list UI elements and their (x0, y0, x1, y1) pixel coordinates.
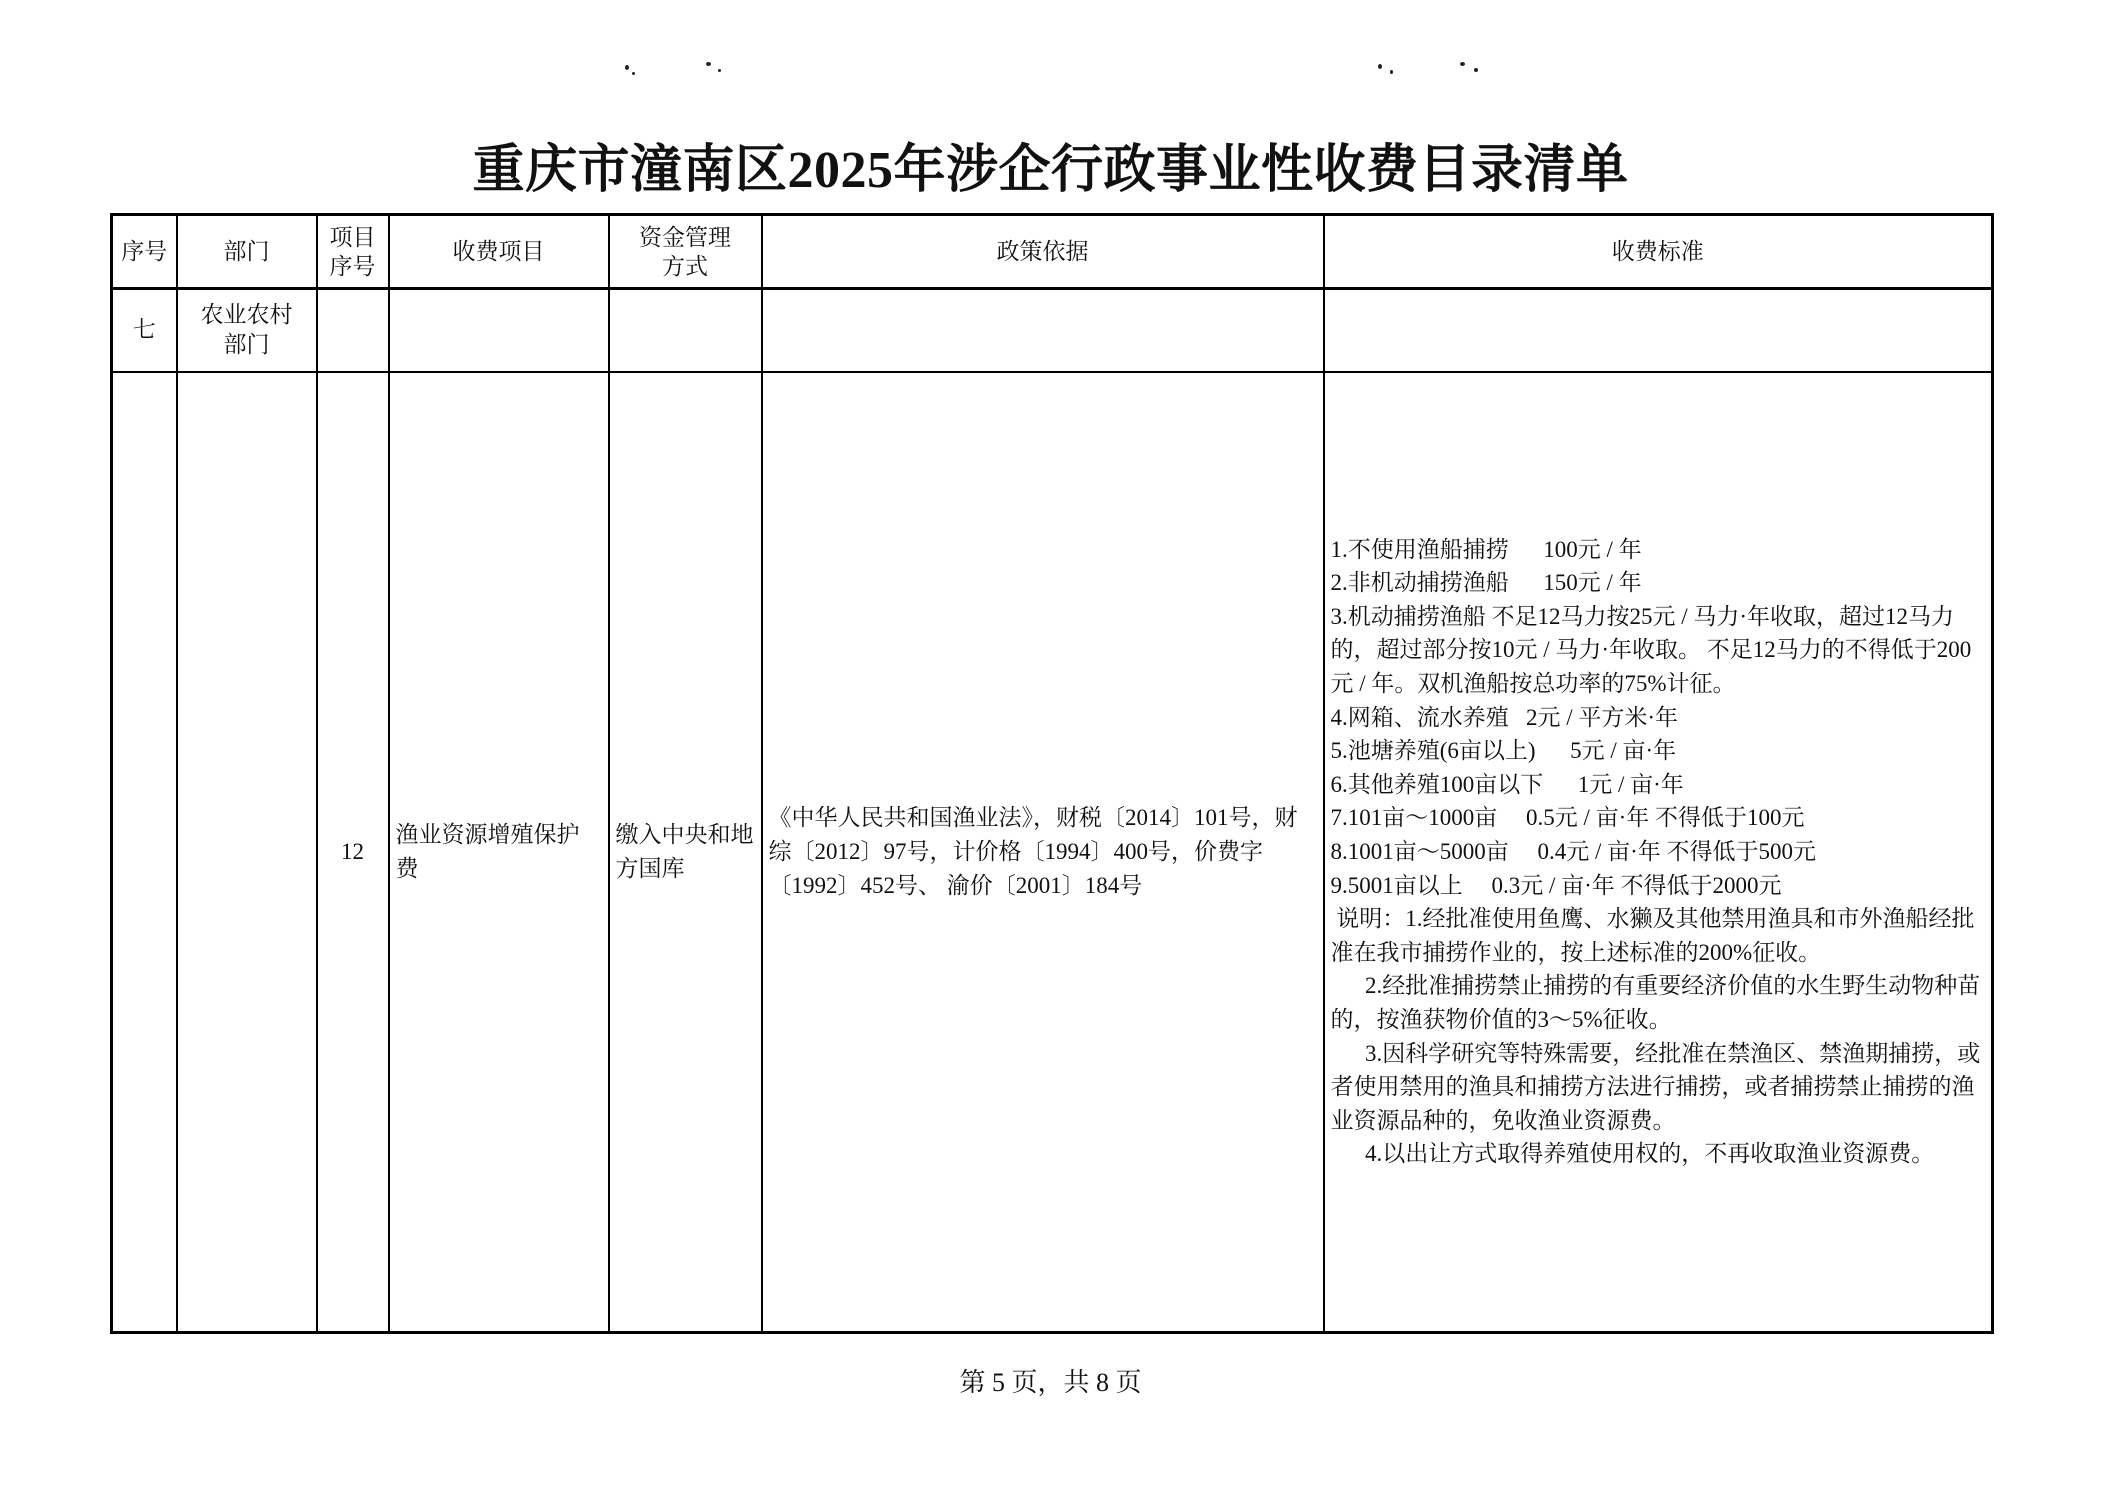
empty-cell (317, 289, 389, 372)
fee-item-name: 渔业资源增殖保护费 (389, 372, 609, 1333)
header-policy-basis: 政策依据 (762, 215, 1324, 289)
fee-standard-line: 6.其他养殖100亩以下 1元 / 亩·年 (1330, 771, 1684, 797)
fee-standard-line: 8.1001亩～5000亩 0.4元 / 亩·年 不得低于500元 (1330, 838, 1817, 864)
header-fee-item: 收费项目 (389, 215, 609, 289)
empty-cell (609, 289, 762, 372)
fee-note: 2.经批准捕捞禁止捕捞的有重要经济价值的水生野生动物种苗的，按渔获物价值的3～5%征收。 (1330, 973, 1981, 1032)
fee-standard-line: 2.非机动捕捞渔船 150元 / 年 (1330, 570, 1642, 596)
fee-standard-cell (1324, 372, 1993, 1333)
policy-basis: 《中华人民共和国渔业法》，财税〔2014〕101号，财综〔2012〕97号，计价格〔1994〕400号，价费字〔1992〕452号、 渝价〔2001〕184号 (762, 372, 1324, 1333)
fee-standard-line: 7.101亩～1000亩 0.5元 / 亩·年 不得低于100元 (1330, 805, 1805, 831)
header-index: 序号 (112, 215, 177, 289)
scan-speck (1460, 62, 1465, 66)
scan-speck (706, 62, 711, 66)
table-row (112, 372, 1993, 1333)
header-item-no: 项目序号 (317, 215, 389, 289)
empty-cell (389, 289, 609, 372)
item-number: 12 (317, 372, 389, 1333)
header-fund-management: 资金管理方式 (609, 215, 762, 289)
fund-management: 缴入中央和地方国库 (609, 372, 762, 1333)
fee-note: 说明：1.经批准使用鱼鹰、水獭及其他禁用渔具和市外渔船经批准在我市捕捞作业的，按上述标准的200%征收。 (1330, 906, 1975, 965)
fee-note: 4.以出让方式取得养殖使用权的，不再收取渔业资源费。 (1365, 1141, 1935, 1167)
fee-standard-line: 3.机动捕捞渔船 不足12马力按25元 / 马力·年收取，超过12马力的，超过部分按10元 / 马力·年收取。 不足12马力的不得低于200元 / 年。双机渔船按总功率的75%计征。 (1330, 603, 1972, 696)
section-index: 七 (112, 289, 177, 372)
section-department: 农业农村部门 (177, 289, 317, 372)
scan-speck (625, 65, 629, 70)
fee-standard-line: 5.池塘养殖(6亩以上) 5元 / 亩·年 (1330, 738, 1677, 764)
header-department: 部门 (177, 215, 317, 289)
scan-speck (632, 72, 635, 75)
fee-standard-line: 9.5001亩以上 0.3元 / 亩·年 不得低于2000元 (1330, 872, 1782, 898)
fee-standard-line: 1.不使用渔船捕捞 100元 / 年 (1330, 536, 1642, 562)
header-fee-standard: 收费标准 (1324, 215, 1993, 289)
section-row (112, 289, 1993, 372)
empty-cell (762, 289, 1324, 372)
fee-note: 3.因科学研究等特殊需要，经批准在禁渔区、禁渔期捕捞，或者使用禁用的渔具和捕捞方法进行捕捞，或者捕捞禁止捕捞的渔业资源品种的，免收渔业资源费。 (1330, 1040, 1981, 1133)
empty-cell (1324, 289, 1993, 372)
row-index-cell (112, 372, 177, 1333)
scan-speck (1474, 68, 1478, 72)
table-header-row (112, 215, 1993, 289)
page-number: 第 5 页，共 8 页 (959, 1368, 1142, 1397)
scan-speck (1390, 70, 1393, 74)
scan-speck (718, 69, 721, 72)
fee-standard-line: 4.网箱、流水养殖 2元 / 平方米·年 (1330, 704, 1679, 730)
fee-catalog-table (110, 213, 1994, 1334)
document-title: 重庆市潼南区2025年涉企行政事业性收费目录清单 (472, 142, 1629, 199)
row-department-cell (177, 372, 317, 1333)
scan-speck (1378, 64, 1382, 69)
